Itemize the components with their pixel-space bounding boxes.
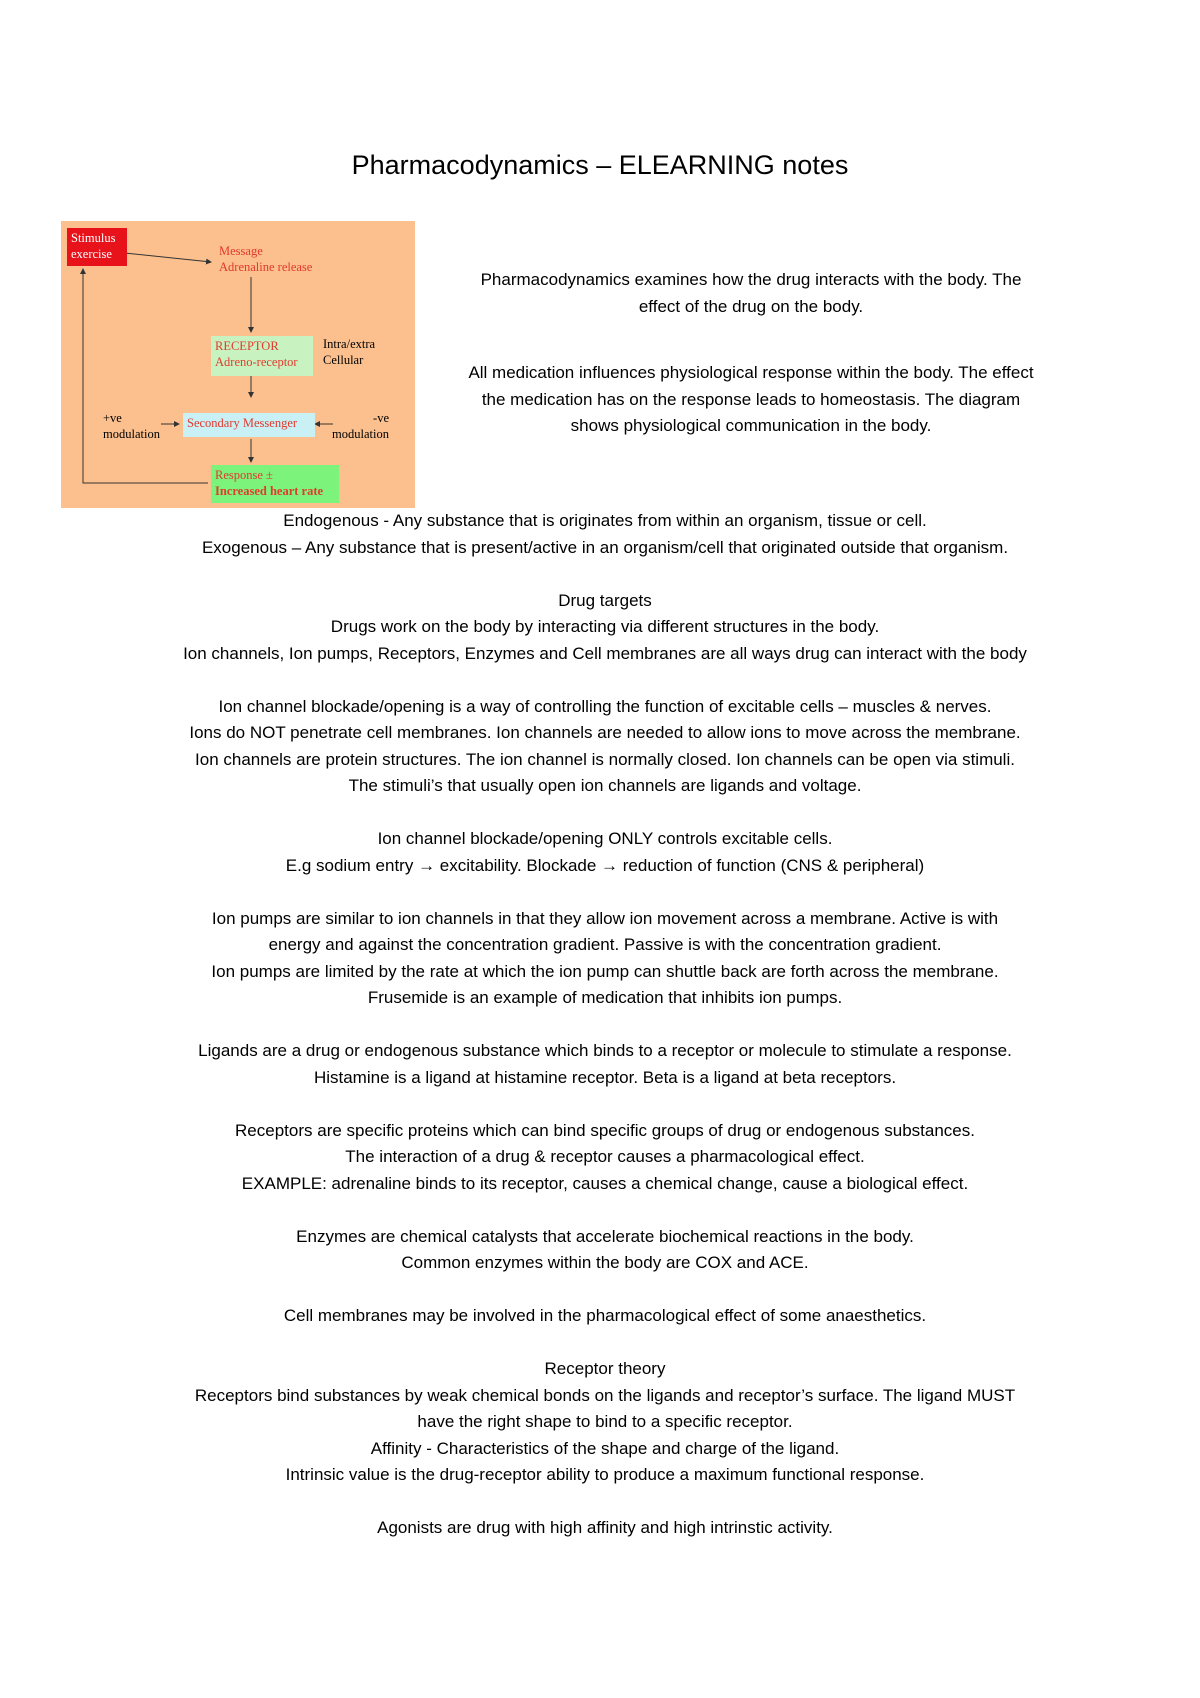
paragraph-receptors <box>110 1118 1100 1198</box>
paragraph-endogenous <box>110 508 1100 561</box>
page-title: Pharmacodynamics – ELEARNING notes <box>351 150 849 180</box>
intro-2-line-3: shows physiological communication in the body. <box>570 416 932 435</box>
text-line: Ion channel blockade/opening is a way of controlling the function of excitable cells – muscles & nerves. <box>218 696 992 716</box>
text-line: Ligands are a drug or endogenous substance which binds to a receptor or molecule to stimulate a response. <box>198 1041 1012 1060</box>
secondary-messenger-box <box>183 413 315 437</box>
text-line: E.g sodium entry → excitability. Blockade → reduction of function (CNS & peripheral) <box>285 855 925 875</box>
text-line: Exogenous – Any substance that is present/active in an organism/cell that originated outside that organism. <box>201 537 1009 557</box>
paragraph-ion-channel-blockade <box>110 826 1100 879</box>
negative-modulation-label-2: modulation <box>332 427 389 441</box>
paragraph-ion-channels <box>110 694 1100 800</box>
response-label-2: Increased heart rate <box>215 484 324 498</box>
text-line: Ions do NOT penetrate cell membranes. Ion channels are needed to allow ions to move across the membrane. <box>189 723 1021 742</box>
paragraph-enzymes <box>110 1224 1100 1277</box>
text-line: Agonists are drug with high affinity and high intrinstic activity. <box>377 1518 833 1537</box>
text-line: Ion channel blockade/opening ONLY controls excitable cells. <box>377 829 833 848</box>
message-label-1: Message <box>219 244 263 258</box>
text-line: EXAMPLE: adrenaline binds to its receptor, causes a chemical change, cause a biological effect. <box>241 1173 969 1193</box>
intro-2-line-2: the medication has on the response leads to homeostasis. The diagram <box>481 389 1021 409</box>
intra-extra-label-1: Intra/extra <box>323 337 376 351</box>
section-heading: Drug targets <box>558 590 652 610</box>
text-line: Intrinsic value is the drug-receptor ability to produce a maximum functional response. <box>285 1465 925 1484</box>
paragraph-agonists <box>110 1515 1100 1542</box>
text-line: Enzymes are chemical catalysts that accelerate biochemical reactions in the body. <box>296 1226 914 1246</box>
intro-1-line-2: effect of the drug on the body. <box>638 296 864 316</box>
intro-paragraph-2 <box>428 360 1074 440</box>
text-line: Endogenous - Any substance that is originates from within an organism, tissue or cell. <box>283 511 927 530</box>
text-line: Drugs work on the body by interacting via different structures in the body. <box>330 617 880 636</box>
text-line: Ion channels, Ion pumps, Receptors, Enzymes and Cell membranes are all ways drug can interact with the body <box>183 643 1027 663</box>
response-label-1: Response ± <box>215 468 273 482</box>
text-line: Receptors are specific proteins which can bind specific groups of drug or endogenous substances. <box>235 1120 975 1140</box>
receptor-label-2: Adreno-receptor <box>215 355 298 369</box>
text-line: have the right shape to bind to a specific receptor. <box>417 1412 793 1431</box>
text-line: Ion pumps are similar to ion channels in that they allow ion movement across a membrane. Active is with <box>211 908 999 928</box>
intro-paragraph-1 <box>428 267 1074 320</box>
text-line: Receptors bind substances by weak chemical bonds on the ligands and receptor’s surface. The ligand MUST <box>194 1385 1016 1405</box>
stimulus-label-1: Stimulus <box>71 231 116 245</box>
paragraph-ligands <box>110 1038 1100 1091</box>
negative-modulation-label <box>329 410 389 442</box>
text-line: Ion pumps are limited by the rate at which the ion pump can shuttle back are forth across the membrane. <box>211 961 999 981</box>
intro-1-line-1: Pharmacodynamics examines how the drug interacts with the body. The <box>480 270 1022 289</box>
communication-diagram <box>61 221 415 508</box>
text-line: Histamine is a ligand at histamine receptor. Beta is a ligand at beta receptors. <box>313 1067 897 1087</box>
intra-extra-label <box>323 336 375 368</box>
intro-2-line-1: All medication influences physiological response within the body. The effect <box>468 363 1034 382</box>
intra-extra-label-2: Cellular <box>323 353 364 367</box>
arrow-feedback-loop <box>83 269 208 483</box>
paragraph-drug-targets <box>110 588 1100 668</box>
text-line: Frusemide is an example of medication that inhibits ion pumps. <box>367 988 843 1007</box>
text-line: The interaction of a drug & receptor causes a pharmacological effect. <box>345 1147 865 1166</box>
text-line: Cell membranes may be involved in the pharmacological effect of some anaesthetics. <box>283 1306 927 1325</box>
arrow-stimulus-to-message <box>125 253 211 262</box>
receptor-label-1: RECEPTOR <box>215 339 279 353</box>
text-line: The stimuli’s that usually open ion channels are ligands and voltage. <box>348 776 862 795</box>
response-box <box>211 465 339 503</box>
secondary-messenger-label: Secondary Messenger <box>187 416 298 430</box>
receptor-box <box>211 336 313 376</box>
message-label <box>219 243 312 275</box>
message-label-2: Adrenaline release <box>219 260 313 274</box>
text-line: Common enzymes within the body are COX and ACE. <box>401 1253 809 1272</box>
text-line: Affinity - Characteristics of the shape and charge of the ligand. <box>370 1438 840 1458</box>
positive-modulation-label-2: modulation <box>103 427 160 441</box>
negative-modulation-label-1: -ve <box>373 411 389 425</box>
positive-modulation-label <box>103 410 160 442</box>
paragraph-cell-membranes <box>110 1303 1100 1330</box>
stimulus-label-2: exercise <box>71 247 112 261</box>
paragraph-ion-pumps <box>110 906 1100 1012</box>
text-line: Ion channels are protein structures. The ion channel is normally closed. Ion channels can be open via stimuli. <box>195 749 1015 769</box>
positive-modulation-label-1: +ve <box>103 411 122 425</box>
section-heading: Receptor theory <box>544 1359 666 1378</box>
body-text <box>110 508 1100 1568</box>
stimulus-box <box>67 228 127 266</box>
text-line: energy and against the concentration gradient. Passive is with the concentration gradient. <box>268 935 942 954</box>
paragraph-receptor-theory <box>110 1356 1100 1489</box>
